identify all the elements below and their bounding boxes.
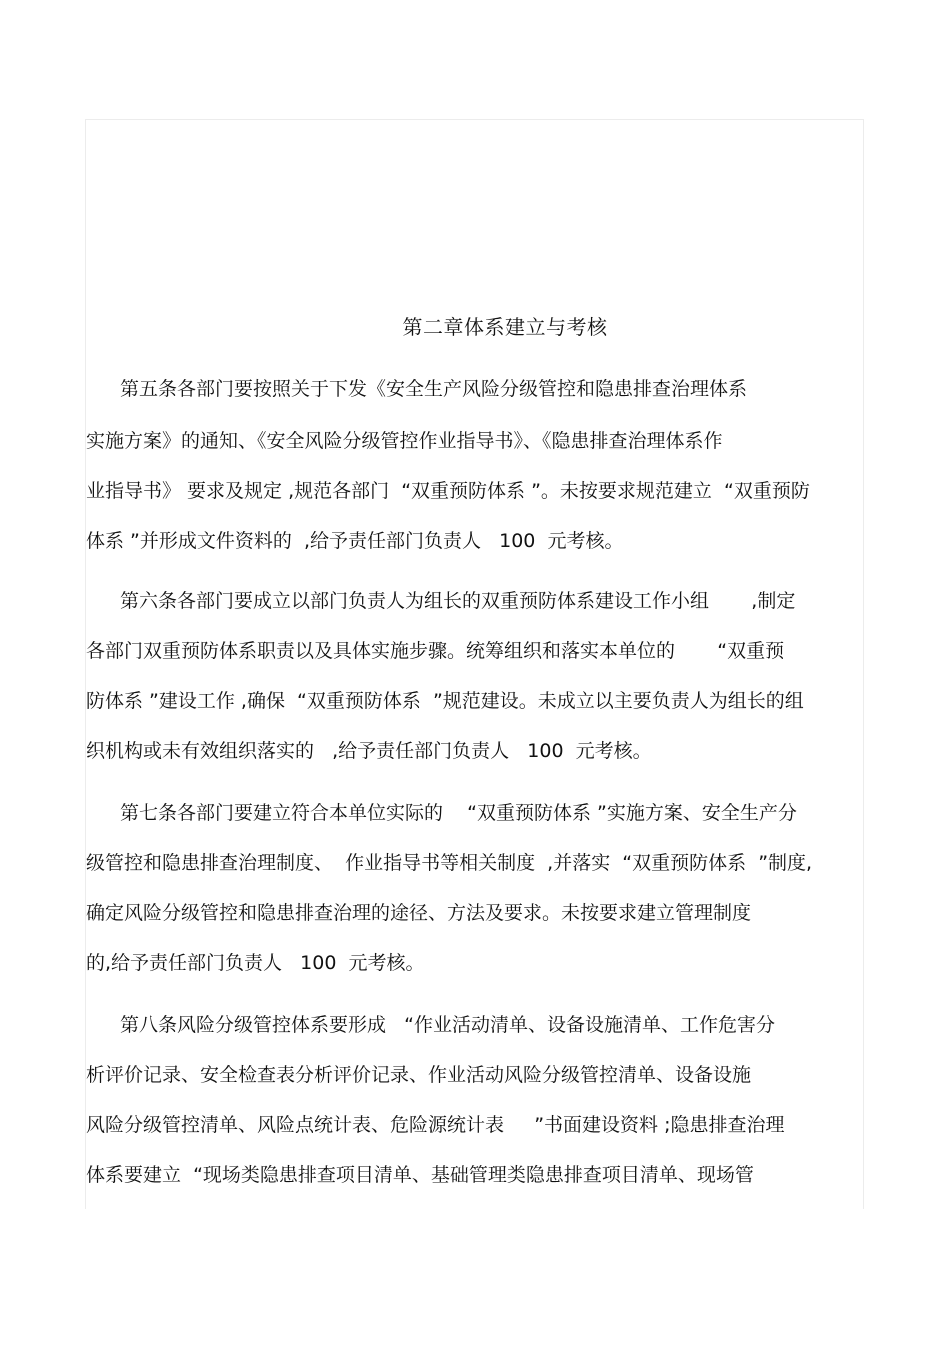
article-7-line-3: 确定风险分级管控和隐患排查治理的途径、方法及要求。未按要求建立管理制度 bbox=[86, 902, 752, 924]
article-6-line-3: 防体系 ”建设工作 ,确保 “双重预防体系 ”规范建设。未成立以主要负责人为组长的组 bbox=[86, 690, 804, 712]
article-6-line-2: 各部门双重预防体系职责以及具体实施步骤。统筹组织和落实本单位的 “双重预 bbox=[86, 640, 785, 662]
article-8-line-1: 第八条风险分级管控体系要形成 “作业活动清单、设备设施清单、工作危害分 bbox=[120, 1014, 775, 1036]
page-border bbox=[85, 119, 864, 1209]
article-8-line-2: 析评价记录、安全检查表分析评价记录、作业活动风险分级管控清单、设备设施 bbox=[86, 1064, 752, 1086]
article-6-line-4: 织机构或未有效组织落实的 ,给予责任部门负责人 100 元考核。 bbox=[86, 740, 652, 762]
article-5-line-4: 体系 ”并形成文件资料的 ,给予责任部门负责人 100 元考核。 bbox=[86, 530, 624, 552]
article-7-line-4: 的,给予责任部门负责人 100 元考核。 bbox=[86, 952, 425, 974]
article-5-line-2: 实施方案》的通知、《安全风险分级管控作业指导书》、《隐患排查治理体系作 bbox=[86, 430, 723, 452]
article-7-line-1: 第七条各部门要建立符合本单位实际的 “双重预防体系 ”实施方案、安全生产分 bbox=[120, 802, 797, 824]
article-6-line-1: 第六条各部门要成立以部门负责人为组长的双重预防体系建设工作小组 ,制定 bbox=[120, 590, 796, 612]
chapter-title: 第二章体系建立与考核 bbox=[402, 315, 608, 339]
article-8-line-4: 体系要建立 “现场类隐患排查项目清单、基础管理类隐患排查项目清单、现场管 bbox=[86, 1164, 754, 1186]
article-5-line-1: 第五条各部门要按照关于下发《安全生产风险分级管控和隐患排查治理体系 bbox=[120, 378, 748, 400]
article-8-line-3: 风险分级管控清单、风险点统计表、危险源统计表 ”书面建设资料 ;隐患排查治理 bbox=[86, 1114, 785, 1136]
article-7-line-2: 级管控和隐患排查治理制度、 作业指导书等相关制度 ,并落实 “双重预防体系 ”制度, bbox=[86, 852, 813, 874]
article-5-line-3: 业指导书》 要求及规定 ,规范各部门 “双重预防体系 ”。未按要求规范建立 “双重预防 bbox=[86, 480, 810, 502]
